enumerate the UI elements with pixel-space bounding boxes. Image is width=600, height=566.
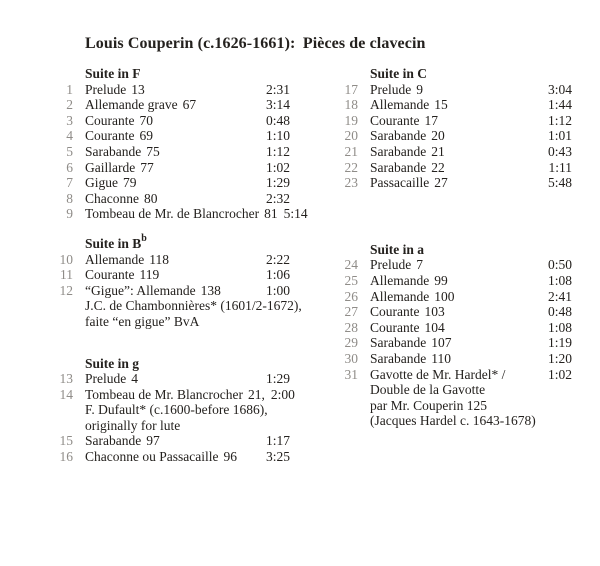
track-page-number: 15	[434, 97, 448, 113]
track-page-number: 99	[434, 272, 448, 288]
track-duration: 1:02	[547, 366, 572, 382]
track-row	[340, 144, 572, 160]
track-page-number: 96	[223, 449, 237, 465]
track-row	[55, 113, 290, 129]
track-number: 6	[66, 159, 73, 175]
track-row	[55, 386, 295, 403]
track-row	[55, 97, 290, 113]
suite-heading-text: Suite in a	[370, 241, 425, 257]
track-duration: 1:19	[547, 335, 572, 351]
suite-heading	[340, 242, 572, 258]
track-page-number: 79	[123, 175, 137, 191]
track-number: 27	[344, 304, 358, 320]
track-page-number: 27	[434, 175, 448, 191]
track-row	[340, 351, 572, 367]
track-name: Gigue	[85, 175, 118, 191]
track-row	[340, 128, 572, 144]
track-row	[340, 320, 572, 336]
suite-section	[340, 242, 572, 429]
track-continuation-row	[55, 402, 290, 418]
track-name: Prelude	[85, 81, 127, 97]
track-title	[85, 128, 260, 144]
track-number: 2	[66, 97, 73, 113]
track-title	[85, 433, 260, 449]
track-row	[340, 97, 572, 113]
track-row	[55, 160, 290, 176]
track-continuation-text: J.C. de Chambonnières* (1601/2-1672),	[85, 298, 302, 314]
track-name: Tombeau de Mr. Blancrocher	[85, 386, 243, 402]
track-title	[370, 304, 542, 320]
suite-heading	[55, 356, 290, 372]
track-number: 18	[344, 97, 358, 113]
track-list-column-right	[340, 66, 572, 429]
track-row	[340, 335, 572, 351]
track-name: Courante	[370, 319, 420, 335]
track-title	[85, 387, 265, 403]
track-name: “Gigue”: Allemande	[85, 282, 196, 298]
track-page-number: 107	[431, 335, 452, 351]
track-number: 20	[344, 128, 358, 144]
track-name: Allemande	[370, 97, 430, 113]
track-name: Sarabande	[85, 433, 142, 449]
track-title	[370, 128, 542, 144]
track-row	[55, 449, 290, 465]
track-duration: 1:29	[265, 371, 290, 387]
track-row	[55, 175, 290, 191]
suite-section	[55, 355, 295, 465]
track-continuation-text: (Jacques Hardel c. 1643-1678)	[370, 413, 536, 429]
track-name: Chaconne	[85, 190, 139, 206]
suite-heading-superscript: b	[141, 233, 147, 245]
suite-section	[340, 66, 572, 191]
track-row	[55, 433, 290, 449]
track-number: 23	[344, 175, 358, 191]
track-continuation-row	[340, 413, 572, 429]
track-continuation-text: originally for lute	[85, 417, 181, 433]
track-duration: 0:50	[547, 257, 572, 273]
track-number: 31	[344, 366, 358, 382]
track-title	[85, 144, 260, 160]
suite-heading	[340, 66, 572, 82]
track-name: Allemande	[370, 288, 430, 304]
track-name: Sarabande	[370, 335, 427, 351]
track-duration: 3:04	[547, 81, 572, 97]
track-number: 14	[59, 386, 73, 402]
track-list-column-left	[55, 66, 308, 465]
track-continuation-row	[55, 418, 290, 434]
track-title	[370, 113, 542, 129]
track-page-number: 138	[200, 282, 221, 298]
suite-heading-text: Suite in B	[85, 235, 142, 251]
track-page-number: 97	[146, 433, 160, 449]
track-number: 22	[344, 159, 358, 175]
track-title	[370, 320, 542, 336]
track-duration: 1:44	[547, 97, 572, 113]
track-title	[85, 82, 260, 98]
track-name: Passacaille	[370, 175, 430, 191]
track-name: Allemande grave	[85, 97, 178, 113]
track-duration: 2:00	[270, 386, 295, 402]
track-row	[55, 128, 290, 144]
track-continuation-row	[340, 398, 572, 414]
track-duration: 1:02	[265, 159, 290, 175]
track-name: Courante	[85, 128, 135, 144]
track-duration: 0:43	[547, 143, 572, 159]
track-duration: 0:48	[547, 304, 572, 320]
track-name: Prelude	[370, 257, 412, 273]
track-page-number: 9	[416, 81, 423, 97]
track-row	[55, 283, 290, 299]
track-number: 5	[66, 143, 73, 159]
track-number: 8	[66, 190, 73, 206]
track-number: 1	[66, 81, 73, 97]
track-continuation-text: Double de la Gavotte	[370, 382, 486, 398]
track-name: Courante	[370, 112, 420, 128]
track-name: Sarabande	[370, 128, 427, 144]
suite-heading	[55, 233, 290, 252]
track-page-number: 4	[131, 371, 138, 387]
track-title	[85, 267, 260, 283]
track-title	[370, 335, 542, 351]
track-title	[370, 351, 542, 367]
track-number: 15	[59, 433, 73, 449]
track-row	[55, 191, 290, 207]
track-duration: 5:48	[547, 175, 572, 191]
track-row	[55, 206, 308, 222]
track-name: Allemande	[370, 272, 430, 288]
track-title	[370, 160, 543, 176]
track-number: 30	[344, 350, 358, 366]
track-page-number: 119	[139, 267, 160, 283]
track-page-number: 77	[140, 159, 154, 175]
track-name: Allemande	[85, 251, 145, 267]
track-duration: 2:31	[265, 81, 290, 97]
track-duration: 1:12	[265, 143, 290, 159]
track-duration: 1:06	[265, 267, 290, 283]
suite-section	[55, 66, 308, 222]
track-name: Courante	[85, 112, 135, 128]
track-title	[370, 257, 542, 273]
track-name: Prelude	[85, 371, 127, 387]
track-continuation-text: faite “en gigue” BvA	[85, 313, 200, 329]
track-title	[85, 371, 260, 387]
track-continuation-text: par Mr. Couperin 125	[370, 397, 487, 413]
track-duration: 2:32	[265, 190, 290, 206]
track-page-number: 17	[424, 112, 438, 128]
track-title	[85, 449, 260, 465]
track-row	[55, 144, 290, 160]
track-title	[370, 367, 542, 383]
track-duration: 1:12	[547, 112, 572, 128]
track-continuation-row	[55, 314, 290, 330]
track-number: 12	[59, 282, 73, 298]
track-number: 9	[66, 206, 73, 222]
track-number: 13	[59, 371, 73, 387]
track-number: 24	[344, 257, 358, 273]
track-name: Gaillarde	[85, 159, 136, 175]
suite-section	[55, 233, 302, 330]
track-page-number: 21,	[248, 386, 265, 402]
track-duration: 2:41	[547, 288, 572, 304]
track-page-number: 22	[431, 159, 445, 175]
track-row	[340, 257, 572, 273]
track-title	[85, 160, 260, 176]
track-title	[370, 289, 542, 305]
track-number: 17	[344, 81, 358, 97]
track-page-number: 110	[431, 350, 451, 366]
track-title	[370, 175, 542, 191]
track-number: 21	[344, 143, 358, 159]
track-page-number: 118	[149, 251, 169, 267]
track-row	[55, 371, 290, 387]
track-title	[85, 252, 260, 268]
track-title	[85, 113, 260, 129]
track-title	[85, 97, 260, 113]
track-title	[85, 175, 260, 191]
track-row	[340, 82, 572, 98]
track-duration: 1:10	[265, 128, 290, 144]
track-title	[370, 97, 542, 113]
track-page-number: 103	[424, 304, 445, 320]
track-duration: 1:11	[548, 159, 572, 175]
track-duration: 3:14	[265, 97, 290, 113]
track-number: 19	[344, 112, 358, 128]
suite-heading-text: Suite in F	[85, 66, 141, 81]
track-row	[340, 289, 572, 305]
track-name: Sarabande	[370, 350, 427, 366]
track-page-number: 13	[131, 81, 145, 97]
track-row	[55, 82, 290, 98]
track-title	[85, 206, 278, 222]
track-page-number: 81	[264, 206, 278, 222]
track-title	[85, 191, 260, 207]
track-page-number: 104	[424, 319, 445, 335]
track-duration: 5:14	[283, 206, 308, 222]
track-number: 3	[66, 112, 73, 128]
track-duration: 0:48	[265, 112, 290, 128]
track-name: Chaconne ou Passacaille	[85, 449, 219, 465]
track-row	[55, 252, 290, 268]
track-row	[340, 175, 572, 191]
track-name: Sarabande	[370, 159, 427, 175]
track-row	[340, 273, 572, 289]
track-row	[340, 304, 572, 320]
track-page-number: 100	[434, 288, 455, 304]
track-name: Courante	[370, 304, 420, 320]
track-row	[55, 267, 290, 283]
track-page-number: 70	[139, 112, 153, 128]
track-page-number: 7	[416, 257, 423, 273]
track-number: 10	[59, 251, 73, 267]
track-duration: 3:25	[265, 449, 290, 465]
track-number: 25	[344, 272, 358, 288]
track-name: Courante	[85, 267, 135, 283]
track-duration: 1:00	[265, 282, 290, 298]
track-name: Sarabande	[370, 143, 427, 159]
track-continuation-row	[340, 382, 572, 398]
track-name: Tombeau de Mr. de Blancrocher	[85, 206, 260, 222]
track-duration: 2:22	[265, 251, 290, 267]
track-number: 7	[66, 175, 73, 191]
suite-heading-text: Suite in g	[85, 355, 140, 371]
track-number: 28	[344, 319, 358, 335]
track-duration: 1:20	[547, 350, 572, 366]
track-page-number: 69	[139, 128, 153, 144]
track-duration: 1:08	[547, 319, 572, 335]
track-duration: 1:01	[547, 128, 572, 144]
track-page-number: 75	[146, 143, 160, 159]
track-continuation-text: F. Dufault* (c.1600-before 1686),	[85, 402, 268, 418]
track-number: 4	[66, 128, 73, 144]
track-duration: 1:08	[547, 272, 572, 288]
track-number: 11	[60, 267, 73, 283]
track-page-number: 20	[431, 128, 445, 144]
track-duration: 1:17	[265, 433, 290, 449]
track-name: Prelude	[370, 81, 412, 97]
track-continuation-row	[55, 298, 302, 314]
track-duration: 1:29	[265, 175, 290, 191]
track-page-number: 80	[143, 190, 158, 206]
track-row	[340, 160, 572, 176]
track-title	[85, 283, 260, 299]
track-title	[370, 82, 542, 98]
suite-heading	[55, 66, 290, 82]
track-page-number: 67	[182, 97, 197, 113]
track-name: Sarabande	[85, 143, 142, 159]
track-name: Gavotte de Mr. Hardel* /	[370, 366, 506, 382]
track-number: 16	[59, 449, 73, 465]
track-page-number: 21	[431, 143, 445, 159]
track-row	[340, 367, 572, 383]
page-title: Louis Couperin (c.1626-1661): Pièces de clavecin	[85, 35, 426, 52]
track-number: 29	[344, 335, 358, 351]
track-title	[370, 273, 542, 289]
suite-heading-text: Suite in C	[370, 66, 428, 81]
track-number: 26	[344, 288, 358, 304]
track-row	[340, 113, 572, 129]
track-title	[370, 144, 542, 160]
